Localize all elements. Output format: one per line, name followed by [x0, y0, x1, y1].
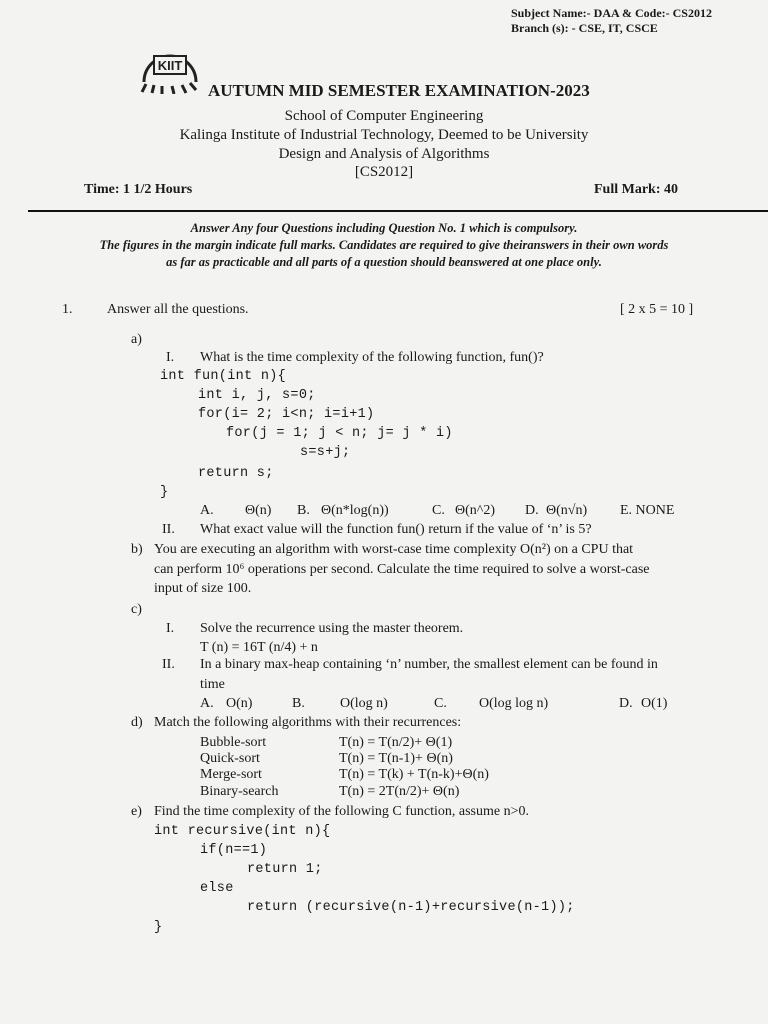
subject-name: Subject Name:- DAA & Code:- CS2012: [511, 6, 712, 20]
option-d-label: D.: [619, 696, 633, 711]
question-number: 1.: [62, 302, 73, 317]
option-e: E. NONE: [620, 503, 675, 518]
question-marks: [ 2 x 5 = 10 ]: [620, 302, 694, 317]
instruction-line-1: Answer Any four Questions including Question No. 1 which is compulsory.: [190, 221, 578, 235]
option-c-value: Θ(n^2): [455, 503, 496, 518]
part-c-ii-text: In a binary max-heap containing ‘n’ number, the smallest element can be found in: [200, 657, 658, 672]
code-line: return (recursive(n-1)+recursive(n-1));: [247, 900, 575, 915]
option-a-value: O(n): [226, 696, 253, 711]
time-allowed: Time: 1 1/2 Hours: [84, 182, 193, 197]
option-a-value: Θ(n): [245, 503, 272, 518]
option-a-label: A.: [200, 503, 214, 518]
part-a-i-number: I.: [166, 350, 175, 365]
algorithm-name: Quick-sort: [200, 751, 260, 766]
course-name: Design and Analysis of Algorithms: [278, 146, 490, 162]
part-b-line: You are executing an algorithm with worst-case time complexity O(n²) on a CPU that: [154, 542, 634, 557]
part-b-line: input of size 100.: [154, 581, 252, 596]
option-b-value: O(log n): [340, 696, 388, 711]
code-line: int i, j, s=0;: [198, 388, 316, 403]
code-line: int recursive(int n){: [154, 824, 331, 839]
instruction-line-2: The figures in the margin indicate full marks. Candidates are required to give theiranswers in their own words: [99, 238, 669, 252]
code-line: for(i= 2; i<n; i=i+1): [198, 407, 375, 422]
code-line: int fun(int n){: [160, 369, 287, 384]
part-e-label: e): [131, 804, 142, 819]
part-a-label: a): [131, 332, 142, 347]
logo-text: KIIT: [157, 58, 183, 73]
algorithm-name: Merge-sort: [200, 767, 262, 782]
part-a-i-text: What is the time complexity of the following function, fun()?: [200, 350, 544, 365]
part-a-ii-number: II.: [162, 522, 175, 537]
school-name: School of Computer Engineering: [284, 108, 484, 124]
option-b-label: B.: [297, 503, 310, 518]
option-c-label: C.: [432, 503, 445, 518]
part-a-ii-text: What exact value will the function fun() return if the value of ‘n’ is 5?: [200, 522, 592, 537]
option-c-value: O(log log n): [479, 696, 549, 711]
part-d-text: Match the following algorithms with their recurrences:: [154, 715, 462, 730]
part-b-label: b): [131, 542, 143, 557]
part-b-line: can perform 10⁶ operations per second. Calculate the time required to solve a worst-case: [154, 562, 650, 577]
code-line: for(j = 1; j < n; j= j * i): [226, 426, 453, 441]
option-b-label: B.: [292, 696, 305, 711]
code-line: }: [160, 485, 169, 500]
branch-info: Branch (s): - CSE, IT, CSCE: [511, 21, 658, 35]
code-line: else: [200, 881, 234, 896]
exam-title: AUTUMN MID SEMESTER EXAMINATION-2023: [208, 81, 590, 100]
code-line: return s;: [198, 466, 274, 481]
part-c-i-text: Solve the recurrence using the master theorem.: [200, 621, 464, 636]
option-c-label: C.: [434, 696, 447, 711]
code-line: return 1;: [247, 862, 323, 877]
recurrence: T(n) = T(k) + T(n-k)+Θ(n): [339, 767, 489, 782]
algorithm-name: Bubble-sort: [200, 735, 267, 750]
code-line: s=s+j;: [300, 445, 351, 460]
option-d-value: Θ(n√n): [546, 503, 588, 518]
code-line: if(n==1): [200, 843, 268, 858]
recurrence: T(n) = T(n/2)+ Θ(1): [339, 735, 453, 750]
part-e-text: Find the time complexity of the following C function, assume n>0.: [154, 804, 529, 819]
question-text: Answer all the questions.: [107, 302, 249, 317]
part-c-label: c): [131, 602, 142, 617]
header-divider: [28, 210, 768, 212]
institute-name: Kalinga Institute of Industrial Technology, Deemed to be University: [179, 127, 589, 143]
option-b-value: Θ(n*log(n)): [321, 503, 389, 518]
course-code: [CS2012]: [354, 164, 414, 180]
full-mark: Full Mark: 40: [594, 182, 678, 197]
part-d-label: d): [131, 715, 143, 730]
code-line: }: [154, 920, 163, 935]
part-c-i-number: I.: [166, 621, 175, 636]
option-d-label: D.: [525, 503, 539, 518]
recurrence: T(n) = 2T(n/2)+ Θ(n): [339, 784, 460, 799]
part-c-ii-text-cont: time: [200, 677, 225, 692]
option-a-label: A.: [200, 696, 214, 711]
part-c-ii-number: II.: [162, 657, 175, 672]
kiit-logo: [138, 48, 202, 94]
algorithm-name: Binary-search: [200, 784, 279, 799]
part-c-i-equation: T (n) = 16T (n/4) + n: [200, 640, 318, 655]
recurrence: T(n) = T(n-1)+ Θ(n): [339, 751, 453, 766]
option-d-value: O(1): [641, 696, 668, 711]
instruction-line-3: as far as practicable and all parts of a question should beanswered at one place only.: [166, 255, 602, 269]
